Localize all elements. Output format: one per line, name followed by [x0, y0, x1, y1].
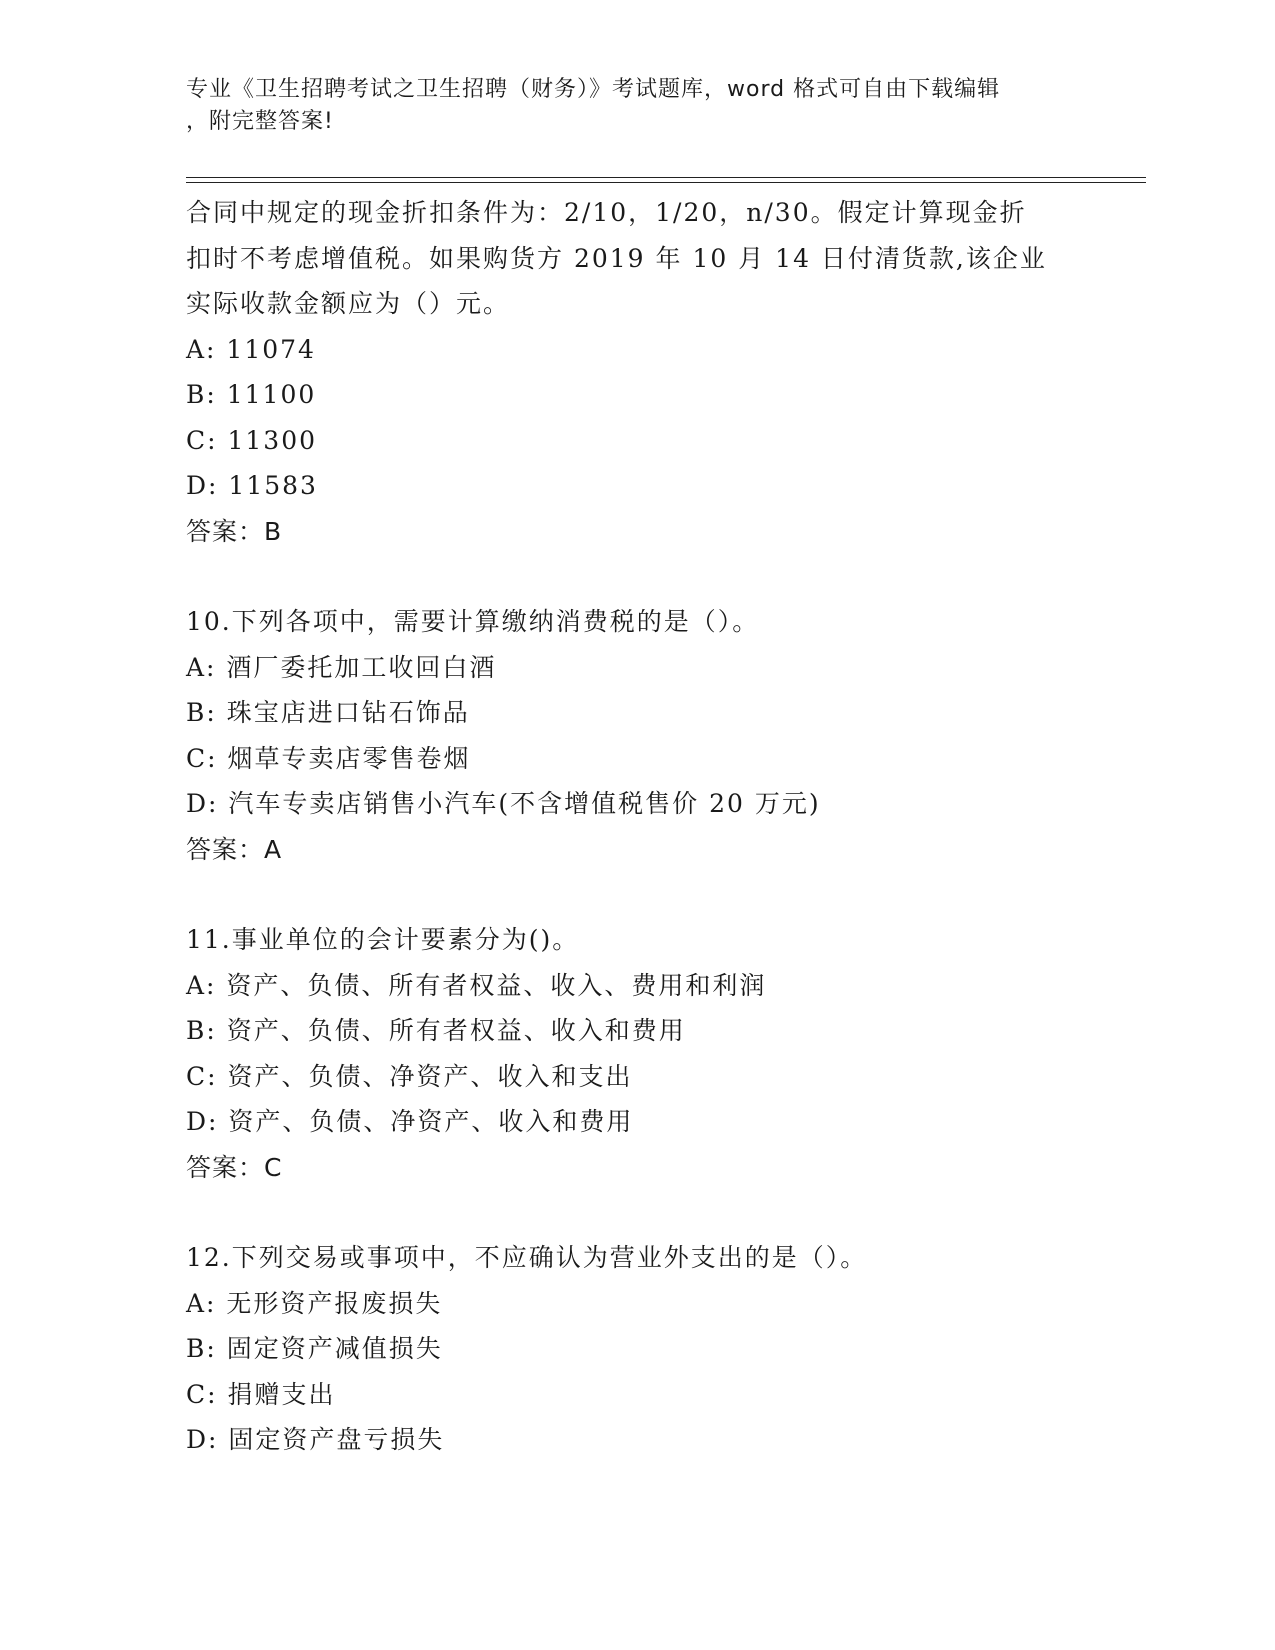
- option-c: C: 捐赠支出: [186, 1379, 336, 1409]
- question-list: [186, 190, 1086, 1463]
- answer: 答案：B: [186, 516, 283, 546]
- option-b: B: 固定资产减值损失: [186, 1334, 443, 1363]
- header-line-1: 专业《卫生招聘考试之卫生招聘（财务）》考试题库，word 格式可自由下载编辑: [186, 77, 1001, 102]
- option-c: C: 资产、负债、净资产、收入和支出: [186, 1061, 633, 1091]
- question-12: [186, 1235, 1086, 1463]
- option-a: A: 资产、负债、所有者权益、收入、费用和利润: [186, 970, 767, 1000]
- option-d: D: 11583: [186, 471, 318, 500]
- question-10: [186, 599, 1086, 872]
- option-b: B: 珠宝店进口钻石饰品: [186, 698, 470, 727]
- option-d: D: 固定资产盘亏损失: [186, 1425, 445, 1454]
- document-header: [186, 74, 1066, 138]
- option-a: A: 酒厂委托加工收回白酒: [186, 652, 497, 682]
- question-stem: 扣时不考虑增值税。如果购货方 2019 年 10 月 14 日付清货款,该企业: [186, 243, 1047, 273]
- question-11: [186, 917, 1086, 1190]
- option-c: C: 烟草专卖店零售卷烟: [186, 743, 471, 773]
- question-stem: 12.下列交易或事项中，不应确认为营业外支出的是（）。: [186, 1243, 868, 1272]
- option-b: B: 11100: [186, 380, 317, 409]
- question-9: [186, 190, 1086, 554]
- option-d: D: 资产、负债、净资产、收入和费用: [186, 1107, 634, 1136]
- option-d: D: 汽车专卖店销售小汽车(不含增值税售价 20 万元): [186, 789, 821, 818]
- question-stem: 11.事业单位的会计要素分为()。: [186, 925, 580, 954]
- option-a: A: 无形资产报废损失: [186, 1288, 443, 1318]
- header-divider-top: [186, 177, 1146, 178]
- question-stem: 10.下列各项中，需要计算缴纳消费税的是（）。: [186, 607, 760, 636]
- header-line-2: ，附完整答案!: [186, 109, 334, 134]
- question-stem: 合同中规定的现金折扣条件为：2/10，1/20，n/30。假定计算现金折: [186, 198, 1027, 227]
- answer: 答案：A: [186, 834, 283, 864]
- option-b: B: 资产、负债、所有者权益、收入和费用: [186, 1016, 686, 1045]
- question-stem: 实际收款金额应为（）元。: [186, 289, 511, 318]
- answer: 答案：C: [186, 1152, 283, 1182]
- option-c: C: 11300: [186, 425, 318, 455]
- option-a: A: 11074: [186, 334, 316, 364]
- header-divider-bottom: [186, 182, 1146, 183]
